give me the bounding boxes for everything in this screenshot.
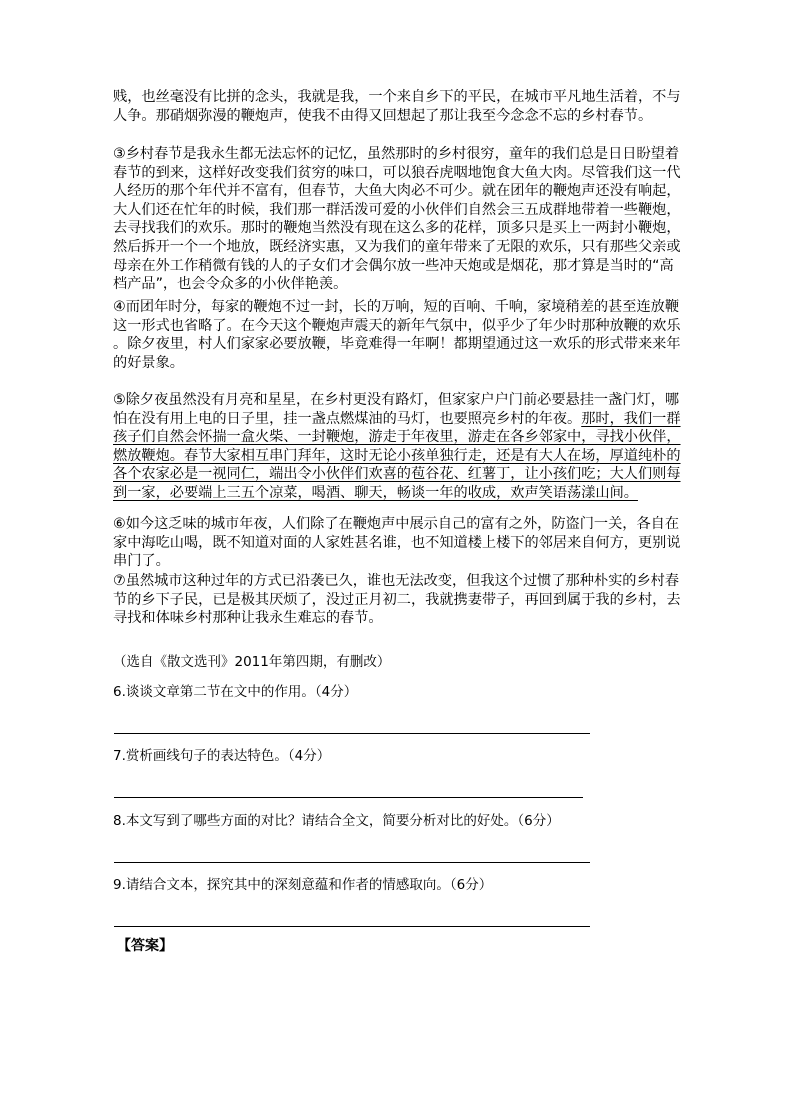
text-line: 去寻找我们的欢乐。那时的鞭炮当然没有现在这么多的花样，顶多只是买上一两封小鞭炮， bbox=[113, 220, 681, 237]
text-line: 大人们还在忙年的时候，我们那一群活泼可爱的小伙伴们自然会三五成群地带着一些鞭炮， bbox=[113, 201, 681, 218]
text-line: ⑤除夕夜虽然没有月亮和星星，在乡村更没有路灯，但家家户户门前必要悬挂一盏门灯，哪 bbox=[113, 392, 680, 408]
text-line: 串门了。 bbox=[113, 553, 170, 570]
text-line: 人经历的那个年代并不富有，但春节，大鱼大肉必不可少。就在团年的鞭炮声还没有响起， bbox=[113, 183, 681, 200]
text-line: 的好景象。 bbox=[113, 354, 184, 371]
text-line: 这一形式也省略了。在今天这个鞭炮声震天的新年气氛中，似乎少了年少时那种放鞭的欢乐 bbox=[113, 317, 681, 334]
answer-line-9[interactable] bbox=[114, 926, 590, 927]
text-line: 家中海吃山喝，既不知道对面的人家姓甚名谁，也不知道楼上楼下的邻居来自何方，更别说 bbox=[113, 534, 681, 551]
question-9: 9.请结合文本，探究其中的深刻意蕴和作者的情感取向。（6分） bbox=[113, 877, 493, 893]
text-line: ⑦虽然城市这种过年的方式已沿袭已久，谁也无法改变，但我这个过惯了那种朴实的乡村春 bbox=[113, 573, 680, 589]
text-line: ⑥如今这乏味的城市年夜，人们除了在鞭炮声中展示自己的富有之外，防盗门一关，各自在 bbox=[113, 516, 680, 532]
paragraph-5 bbox=[113, 391, 681, 503]
underlined-sentence: 那时，我们一群 bbox=[581, 410, 681, 427]
text-line: ③乡村春节是我永生都无法忘怀的记忆，虽然那时的乡村很穷，童年的我们总是日日盼望着 bbox=[113, 146, 680, 162]
paragraph-3 bbox=[113, 145, 681, 294]
text-line: 节的乡下子民，已是极其厌烦了，没过正月初二，我就携妻带子，再回到属于我的乡村，去 bbox=[113, 591, 681, 608]
text-line: 贱，也丝毫没有比拼的念头，我就是我，一个来自乡下的平民，在城市平凡地生活着，不与 bbox=[113, 89, 681, 105]
paragraph-4 bbox=[113, 298, 681, 372]
plain-text: 怕在没有用上电的日子里，挂一盏点燃煤油的马灯，也要照亮乡村的年夜。 bbox=[113, 410, 582, 427]
text-line: 寻找和体味乡村那种让我永生难忘的春节。 bbox=[113, 610, 383, 627]
text-line: 人争。那硝烟弥漫的鞭炮声，使我不由得又回想起了那让我至今念念不忘的乡村春节。 bbox=[113, 107, 653, 124]
paragraph-6 bbox=[113, 515, 681, 571]
underlined-sentence: 到一家，必要端上三五个凉菜，喝酒、聊天，畅谈一年的收成，欢声笑语荡漾山间。 bbox=[113, 484, 638, 501]
paragraph-7 bbox=[113, 572, 681, 628]
answer-line-8[interactable] bbox=[114, 862, 590, 863]
text-line: 然后拆开一个一个地放，既经济实惠，又为我们的童年带来了无限的欢乐，只有那些父亲或 bbox=[113, 238, 681, 255]
text-line bbox=[113, 410, 681, 429]
answer-line-6[interactable] bbox=[114, 733, 590, 734]
text-line: 档产品”，也会令众多的小伙伴艳羡。 bbox=[113, 276, 348, 293]
underlined-sentence: 孩子们自然会怀揣一盒火柴、一封鞭炮，游走于年夜里，游走在各乡邻家中，寻找小伙伴， bbox=[113, 429, 681, 446]
source-citation: （选自《散文选刊》2011年第四期，有删改） bbox=[113, 654, 391, 670]
paragraph-2-tail bbox=[113, 88, 681, 125]
text-line: 春节的到来，这样好改变我们贫穷的味口，可以狼吞虎咽地饱食大鱼大肉。尽管我们这一代 bbox=[113, 164, 681, 181]
question-8: 8.本文写到了哪些方面的对比？请结合全文，简要分析对比的好处。（6分） bbox=[113, 813, 560, 829]
text-line: 母亲在外工作稍微有钱的人的子女们才会偶尔放一些冲天炮或是烟花，那才算是当时的“高 bbox=[113, 257, 674, 274]
answer-heading: 【答案】 bbox=[117, 938, 173, 954]
answer-line-7[interactable] bbox=[114, 797, 583, 798]
text-line: 。除夕夜里，村人们家家必要放鞭，毕竟难得一年啊！都期望通过这一欢乐的形式带来来年 bbox=[113, 336, 681, 353]
underlined-sentence: 各个农家必是一视同仁，端出令小伙伴们欢喜的苞谷花、红薯丁，让小孩们吃；大人们则每 bbox=[113, 466, 681, 483]
question-6: 6.谈谈文章第二节在文中的作用。（4分） bbox=[113, 684, 358, 700]
question-7: 7.赏析画线句子的表达特色。（4分） bbox=[113, 748, 331, 764]
text-line: ④而团年时分，每家的鞭炮不过一封，长的万响，短的百响、千响，家境稍差的甚至连放鞭 bbox=[113, 299, 680, 315]
underlined-sentence: 燃放鞭炮。春节大家相互串门拜年，这时无论小孩单独行走，还是有大人在场，厚道纯朴的 bbox=[113, 447, 681, 464]
